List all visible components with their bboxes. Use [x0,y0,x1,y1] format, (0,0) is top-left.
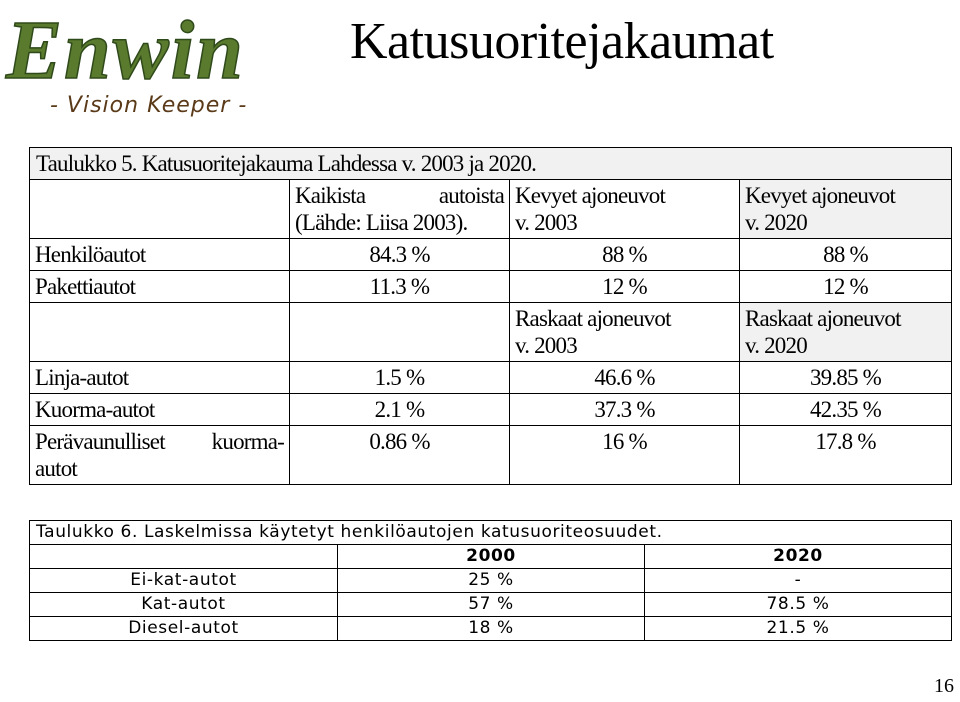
table-row [30,569,952,593]
row-label: Linja-autot [30,362,290,394]
enwin-logo [0,0,330,125]
table-row [30,394,952,426]
cell-2003: 16 % [510,426,740,485]
table-6-header-2020: 2020 [645,545,952,569]
cell-2020: 39.85 % [740,362,952,394]
cell-2000: 57 % [338,593,645,617]
cell-2020: 12 % [740,271,952,303]
enwin-logo-graphic [0,0,330,125]
header-light-2020-line1: Kevyet ajoneuvot [745,183,896,208]
svg-text:- Vision Keeper -: - Vision Keeper - [50,93,248,118]
table-5-header-heavy-2020 [740,303,952,362]
cell-2020: 78.5 % [645,593,952,617]
cell-all: 2.1 % [290,394,510,426]
row-label: Ei-kat-autot [30,569,338,593]
table-5-caption: Taulukko 5. Katusuoritejakauma Lahdessa v. 2003 ja 2020. [30,148,952,180]
cell-2003: 12 % [510,271,740,303]
cell-2000: 18 % [338,617,645,641]
cell-all: 1.5 % [290,362,510,394]
header-heavy-2020-line1: Raskaat ajoneuvot [745,306,901,331]
table-5-header-heavy-2003 [510,303,740,362]
table-5-header-empty [30,180,290,239]
header-all-line1: Kaikista autoista [295,183,504,208]
cell-2003: 88 % [510,239,740,271]
heavy-header-empty-1 [30,303,290,362]
table-5-header-light-2020 [740,180,952,239]
page-number: 16 [934,675,954,697]
row-label [30,426,290,485]
header-light-2003-line2: v. 2003 [515,210,577,235]
header-heavy-2003-line2: v. 2003 [515,333,577,358]
table-row [30,617,952,641]
table-5-heavy-header-row [30,303,952,362]
table-5-header-light-2003 [510,180,740,239]
row-label: Kuorma-autot [30,394,290,426]
table-5-header-all [290,180,510,239]
row-label: Diesel-autot [30,617,338,641]
table-row [30,593,952,617]
cell-2000: 25 % [338,569,645,593]
row-label: Kat-autot [30,593,338,617]
table-6-caption-row [30,521,952,545]
table-5-caption-row [30,148,952,180]
table-5-header-row [30,180,952,239]
page-title: Katusuoritejakaumat [350,13,774,70]
cell-2003: 46.6 % [510,362,740,394]
table-6-header-empty [30,545,338,569]
header-all-line2: (Lähde: Liisa 2003). [295,210,468,235]
table-row [30,362,952,394]
heavy-header-empty-2 [290,303,510,362]
header-light-2003-line1: Kevyet ajoneuvot [515,183,666,208]
header-heavy-2020-line2: v. 2020 [745,333,807,358]
row-label-line1: Perävaunulliset kuorma- [35,429,284,454]
row-label-line2: autot [35,456,77,481]
table-row [30,239,952,271]
cell-all: 0.86 % [290,426,510,485]
cell-all: 84.3 % [290,239,510,271]
row-label: Pakettiautot [30,271,290,303]
cell-2020: - [645,569,952,593]
cell-2020: 21.5 % [645,617,952,641]
table-6-header-row [30,545,952,569]
table-row [30,271,952,303]
cell-2020: 42.35 % [740,394,952,426]
table-6-caption: Taulukko 6. Laskelmissa käytetyt henkilöautojen katusuoriteosuudet. [30,521,952,545]
row-label: Henkilöautot [30,239,290,271]
table-6-header-2000: 2000 [338,545,645,569]
cell-2003: 37.3 % [510,394,740,426]
svg-text:Enwin: Enwin [6,4,245,97]
table-6 [29,520,952,641]
table-row [30,426,952,485]
table-5 [29,147,952,485]
header-heavy-2003-line1: Raskaat ajoneuvot [515,306,671,331]
cell-2020: 88 % [740,239,952,271]
cell-all: 11.3 % [290,271,510,303]
cell-2020: 17.8 % [740,426,952,485]
header-light-2020-line2: v. 2020 [745,210,807,235]
